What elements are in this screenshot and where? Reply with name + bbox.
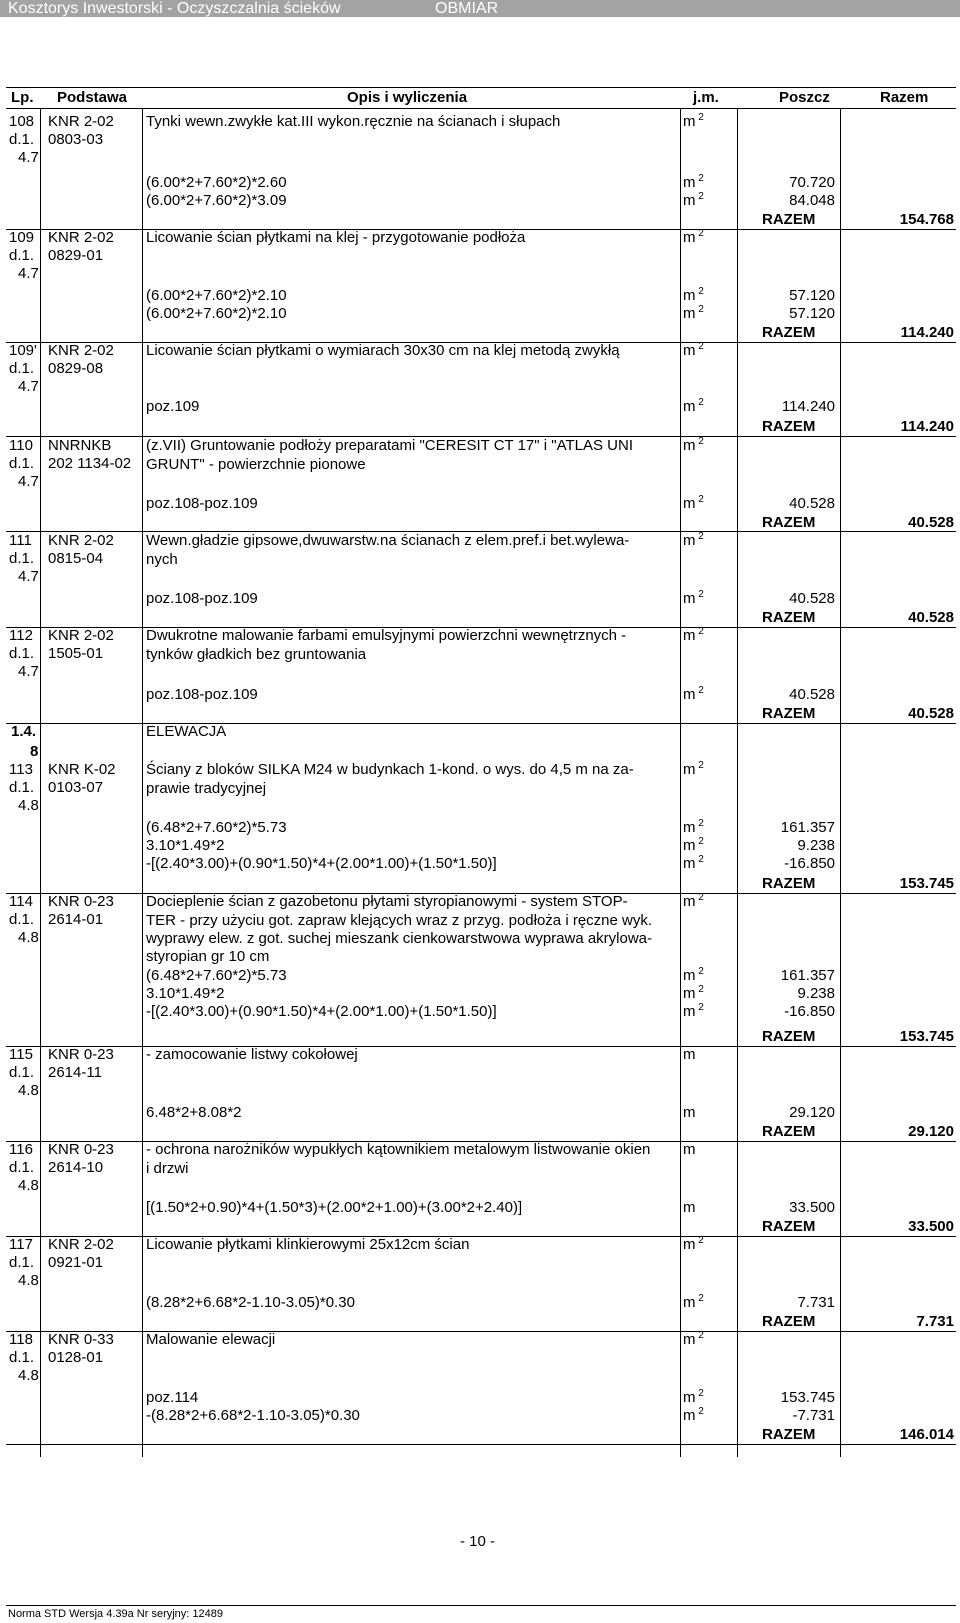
calc-value: 33.500: [789, 1199, 835, 1216]
unit-label: m: [683, 1199, 696, 1216]
unit-exponent: 2: [695, 1235, 704, 1246]
calc-expression: [(1.50*2+0.90)*4+(1.50*3)+(2.00*2+1.00)+(3.00*2+2.40)]: [146, 1199, 523, 1216]
calc-value: 153.745: [780, 1389, 835, 1406]
item-description: Malowanie elewacji: [146, 1331, 276, 1348]
calc-value: 57.120: [789, 287, 835, 304]
col-header-razem: Razem: [880, 89, 929, 106]
page-number: - 10 -: [460, 1533, 496, 1550]
unit-base: m: [683, 287, 696, 304]
item-number: d.1.: [9, 645, 35, 662]
item-basis: NNRNKB: [48, 437, 112, 454]
unit-base: m: [683, 192, 696, 209]
unit-label: [683, 1003, 704, 1021]
calc-expression: (6.48*2+7.60*2)*5.73: [146, 967, 287, 984]
unit-base: m: [683, 967, 696, 984]
razem-label: RAZEM: [762, 1313, 816, 1330]
item-basis: 0829-08: [48, 360, 104, 377]
calc-expression: -[(2.40*3.00)+(0.90*1.50)*4+(2.00*1.00)+(1.50*1.50)]: [146, 1003, 497, 1020]
unit-exponent: 2: [695, 854, 704, 865]
item-description: Wewn.gładzie gipsowe,dwuwarstw.na ścianach z elem.pref.i bet.wylewa-: [146, 532, 630, 549]
section-number: 1.4.: [11, 723, 37, 740]
razem-label: RAZEM: [762, 1426, 816, 1443]
calc-value: 40.528: [789, 686, 835, 703]
unit-exponent: 2: [695, 966, 704, 977]
item-description: - zamocowanie listwy cokołowej: [146, 1046, 358, 1063]
item-description: Docieplenie ścian z gazobetonu płytami styropianowymi - system STOP-: [146, 893, 628, 910]
calc-value: 114.240: [781, 398, 835, 415]
calc-expression: -[(2.40*3.00)+(0.90*1.50)*4+(2.00*1.00)+(1.50*1.50)]: [146, 855, 497, 872]
item-description: TER - przy użyciu got. zapraw klejących wraz z przyg. podłoża i ręczne wyk.: [146, 912, 653, 929]
calc-value: 40.528: [789, 495, 835, 512]
unit-exponent: 2: [695, 1293, 704, 1304]
item-basis: KNR 0-23: [48, 893, 114, 910]
item-number: 4.8: [18, 1082, 39, 1099]
unit-base: m: [683, 761, 696, 778]
unit-base: m: [683, 495, 696, 512]
item-basis: KNR 0-23: [48, 1046, 114, 1063]
unit-exponent: 2: [695, 626, 704, 637]
unit-label: [683, 495, 704, 513]
table-header-rule: [6, 108, 956, 109]
unit-label: [683, 192, 704, 210]
item-number: 4.8: [18, 1367, 39, 1384]
razem-value: 153.745: [899, 1028, 954, 1045]
unit-base: m: [683, 437, 696, 454]
item-number: 109': [9, 342, 37, 359]
item-basis: KNR K-02: [48, 761, 116, 778]
unit-base: m: [683, 229, 696, 246]
item-basis: KNR 0-23: [48, 1141, 114, 1158]
item-basis: KNR 2-02: [48, 229, 114, 246]
item-number: d.1.: [9, 1159, 35, 1176]
item-number: 4.8: [18, 1272, 39, 1289]
item-basis: 202 1134-02: [48, 455, 132, 472]
section-number: 8: [30, 743, 39, 760]
unit-base: m: [683, 532, 696, 549]
razem-value: 114.240: [900, 324, 954, 341]
calc-expression: (6.48*2+7.60*2)*5.73: [146, 819, 287, 836]
razem-label: RAZEM: [762, 324, 816, 341]
unit-label: [683, 342, 704, 360]
calc-expression: poz.114: [146, 1389, 199, 1406]
item-number: 4.7: [18, 663, 39, 680]
calc-expression: (6.00*2+7.60*2)*2.60: [146, 174, 287, 191]
calc-value: -16.850: [784, 855, 835, 872]
calc-expression: (6.00*2+7.60*2)*2.10: [146, 305, 287, 322]
item-description: styropian gr 10 cm: [146, 948, 270, 965]
razem-label: RAZEM: [762, 211, 816, 228]
unit-exponent: 2: [695, 1406, 704, 1417]
item-number: 115: [9, 1046, 33, 1063]
col-header-opis: Opis i wyliczenia: [347, 89, 468, 106]
col-sep: [40, 108, 41, 1457]
item-number: d.1.: [9, 1064, 35, 1081]
calc-expression: 3.10*1.49*2: [146, 837, 225, 854]
item-number: 4.8: [18, 929, 39, 946]
unit-label: [683, 174, 704, 192]
unit-base: m: [683, 342, 696, 359]
item-description: wyprawy elew. z got. suchej mieszank cienkowarstwowa wyprawa akrylowa-: [146, 930, 653, 947]
unit-base: m: [683, 1003, 696, 1020]
col-sep: [737, 108, 738, 1457]
unit-label: [683, 590, 704, 608]
unit-base: m: [683, 837, 696, 854]
unit-exponent: 2: [695, 984, 704, 995]
item-basis: 0128-01: [48, 1349, 104, 1366]
unit-exponent: 2: [695, 1002, 704, 1013]
unit-label: m: [683, 1046, 696, 1063]
calc-value: 161.357: [780, 967, 835, 984]
unit-label: [683, 837, 704, 855]
unit-base: m: [683, 305, 696, 322]
unit-exponent: 2: [695, 228, 704, 239]
calc-value: 29.120: [789, 1104, 835, 1121]
item-number: 4.7: [18, 378, 39, 395]
unit-base: m: [683, 893, 696, 910]
document-section-title: OBMIAR: [435, 0, 499, 17]
unit-exponent: 2: [695, 531, 704, 542]
item-number: 4.7: [18, 568, 39, 585]
item-number: 4.7: [18, 149, 39, 166]
calc-value: 161.357: [780, 819, 835, 836]
item-basis: KNR 2-02: [48, 532, 114, 549]
table-bottom-rule: [6, 1444, 956, 1445]
item-number: d.1.: [9, 1254, 35, 1271]
unit-label: [683, 1407, 704, 1425]
unit-base: m: [683, 855, 696, 872]
unit-exponent: 2: [695, 1330, 704, 1341]
item-basis: 0103-07: [48, 779, 104, 796]
item-basis: 0815-04: [48, 550, 104, 567]
item-number: d.1.: [9, 455, 35, 472]
unit-base: m: [683, 686, 696, 703]
calc-expression: poz.109: [146, 398, 200, 415]
calc-value: -7.731: [792, 1407, 835, 1424]
unit-label: [683, 893, 704, 911]
calc-value: 9.238: [797, 837, 835, 854]
item-number: 113: [9, 761, 33, 778]
item-number: d.1.: [9, 550, 35, 567]
footer-text: Norma STD Wersja 4.39a Nr seryjny: 12489: [8, 1608, 223, 1620]
unit-exponent: 2: [695, 892, 704, 903]
col-header-podstawa: Podstawa: [57, 89, 128, 106]
item-description: Ściany z bloków SILKA M24 w budynkach 1-kond. o wys. do 4,5 m na za-: [146, 761, 634, 778]
item-number: 4.7: [18, 265, 39, 282]
item-number: d.1.: [9, 247, 35, 264]
item-number: d.1.: [9, 360, 35, 377]
item-description: Licowanie ścian płytkami o wymiarach 30x30 cm na klej metodą zwykłą: [146, 342, 620, 359]
item-number: 4.7: [18, 473, 39, 490]
item-basis: KNR 2-02: [48, 627, 114, 644]
item-number: 4.8: [18, 797, 39, 814]
unit-exponent: 2: [695, 685, 704, 696]
razem-value: 33.500: [908, 1218, 954, 1235]
unit-exponent: 2: [695, 397, 704, 408]
calc-value: 7.731: [797, 1294, 835, 1311]
unit-exponent: 2: [695, 191, 704, 202]
unit-label: [683, 627, 704, 645]
item-number: 111: [9, 532, 32, 549]
unit-base: m: [683, 1236, 696, 1253]
calc-value: 84.048: [789, 192, 835, 209]
razem-label: RAZEM: [762, 1028, 816, 1045]
unit-base: m: [683, 590, 696, 607]
unit-base: m: [683, 1389, 696, 1406]
col-header-poszcz: Poszcz: [779, 89, 830, 106]
item-description: Tynki wewn.zwykłe kat.III wykon.ręcznie na ścianach i słupach: [146, 113, 561, 130]
unit-label: m: [683, 1104, 696, 1121]
item-basis: KNR 0-33: [48, 1331, 114, 1348]
razem-value: 29.120: [908, 1123, 954, 1140]
item-description: Licowanie ścian płytkami na klej - przygotowanie podłoża: [146, 229, 526, 246]
unit-label: m: [683, 1141, 696, 1158]
item-number: d.1.: [9, 779, 35, 796]
item-number: 116: [9, 1141, 33, 1158]
item-description: i drzwi: [146, 1160, 189, 1177]
item-number: 4.8: [18, 1177, 39, 1194]
unit-base: m: [683, 174, 696, 191]
unit-label: [683, 761, 704, 779]
item-basis: 1505-01: [48, 645, 104, 662]
unit-label: [683, 1294, 704, 1312]
calc-expression: (6.00*2+7.60*2)*2.10: [146, 287, 287, 304]
unit-exponent: 2: [695, 436, 704, 447]
unit-label: [683, 967, 704, 985]
razem-value: 40.528: [908, 705, 954, 722]
razem-value: 40.528: [908, 609, 954, 626]
calc-expression: poz.108-poz.109: [146, 590, 258, 607]
item-number: 108: [9, 113, 35, 130]
item-description: nych: [146, 551, 178, 568]
item-number: 110: [9, 437, 33, 454]
unit-exponent: 2: [695, 341, 704, 352]
unit-exponent: 2: [695, 494, 704, 505]
unit-base: m: [683, 627, 696, 644]
unit-exponent: 2: [695, 818, 704, 829]
calc-value: 57.120: [789, 305, 835, 322]
unit-label: [683, 287, 704, 305]
unit-label: [683, 437, 704, 455]
item-number: 117: [9, 1236, 33, 1253]
unit-exponent: 2: [695, 1388, 704, 1399]
razem-label: RAZEM: [762, 609, 816, 626]
item-description: tynków gładkich bez gruntowania: [146, 646, 367, 663]
unit-base: m: [683, 985, 696, 1002]
item-basis: 0829-01: [48, 247, 104, 264]
item-basis: KNR 2-02: [48, 342, 114, 359]
unit-exponent: 2: [695, 112, 704, 123]
item-number: 114: [9, 893, 33, 910]
item-basis: KNR 2-02: [48, 113, 114, 130]
unit-label: [683, 305, 704, 323]
unit-label: [683, 819, 704, 837]
unit-base: m: [683, 1331, 696, 1348]
unit-base: m: [683, 1407, 696, 1424]
razem-value: 114.240: [900, 418, 954, 435]
col-sep: [840, 108, 841, 1457]
unit-label: [683, 532, 704, 550]
razem-value: 154.768: [899, 211, 954, 228]
unit-label: [683, 855, 704, 873]
unit-label: [683, 1236, 704, 1254]
unit-exponent: 2: [695, 286, 704, 297]
unit-base: m: [683, 819, 696, 836]
item-basis: 2614-11: [48, 1064, 102, 1081]
item-basis: KNR 2-02: [48, 1236, 114, 1253]
item-description: Licowanie płytkami klinkierowymi 25x12cm ścian: [146, 1236, 470, 1253]
unit-base: m: [683, 113, 696, 130]
item-number: 112: [9, 627, 33, 644]
unit-base: m: [683, 1294, 696, 1311]
unit-label: [683, 985, 704, 1003]
razem-value: 146.014: [899, 1426, 954, 1443]
unit-label: [683, 113, 704, 131]
unit-label: [683, 686, 704, 704]
item-description: GRUNT" - powierzchnie pionowe: [146, 456, 366, 473]
razem-label: RAZEM: [762, 418, 816, 435]
calc-expression: poz.108-poz.109: [146, 686, 258, 703]
unit-label: [683, 1331, 704, 1349]
razem-value: 7.731: [916, 1313, 954, 1330]
calc-value: 70.720: [789, 174, 835, 191]
unit-label: [683, 229, 704, 247]
calc-expression: poz.108-poz.109: [146, 495, 258, 512]
razem-label: RAZEM: [762, 875, 816, 892]
item-number: 109: [9, 229, 35, 246]
item-basis: 0921-01: [48, 1254, 104, 1271]
document-title: Kosztorys Inwestorski - Oczyszczalnia ścieków: [8, 0, 341, 17]
unit-base: m: [683, 398, 696, 415]
item-description: (z.VII) Gruntowanie podłoży preparatami "CERESIT CT 17" i "ATLAS UNI: [146, 437, 633, 454]
item-number: d.1.: [9, 131, 35, 148]
calc-value: -16.850: [784, 1003, 835, 1020]
unit-label: [683, 398, 704, 416]
section-title: ELEWACJA: [146, 723, 227, 740]
col-sep: [680, 108, 681, 1457]
item-number: d.1.: [9, 1349, 35, 1366]
razem-label: RAZEM: [762, 514, 816, 531]
item-basis: 2614-10: [48, 1159, 104, 1176]
item-description: prawie tradycyjnej: [146, 780, 267, 797]
calc-value: 9.238: [797, 985, 835, 1002]
item-number: d.1.: [9, 911, 35, 928]
table-top-rule: [6, 87, 956, 88]
calc-value: 40.528: [789, 590, 835, 607]
unit-exponent: 2: [695, 304, 704, 315]
calc-expression: (6.00*2+7.60*2)*3.09: [146, 192, 287, 209]
razem-value: 153.745: [899, 875, 954, 892]
col-header-lp: Lp.: [11, 89, 34, 106]
item-description: Dwukrotne malowanie farbami emulsyjnymi powierzchni wewnętrznych -: [146, 627, 627, 644]
unit-exponent: 2: [695, 760, 704, 771]
col-sep: [142, 108, 143, 1457]
item-basis: 2614-01: [48, 911, 104, 928]
unit-exponent: 2: [695, 836, 704, 847]
razem-label: RAZEM: [762, 1123, 816, 1140]
unit-exponent: 2: [695, 589, 704, 600]
razem-label: RAZEM: [762, 705, 816, 722]
item-number: 118: [9, 1331, 33, 1348]
razem-label: RAZEM: [762, 1218, 816, 1235]
window-title-bar: [0, 0, 960, 17]
unit-label: [683, 1389, 704, 1407]
calc-expression: -(8.28*2+6.68*2-1.10-3.05)*0.30: [146, 1407, 360, 1424]
unit-exponent: 2: [695, 173, 704, 184]
footer-rule: [6, 1605, 956, 1606]
col-header-jm: j.m.: [693, 89, 719, 106]
calc-expression: 6.48*2+8.08*2: [146, 1104, 242, 1121]
item-basis: 0803-03: [48, 131, 104, 148]
calc-expression: (8.28*2+6.68*2-1.10-3.05)*0.30: [146, 1294, 355, 1311]
razem-value: 40.528: [908, 514, 954, 531]
item-description: - ochrona narożników wypukłych kątownikiem metalowym listwowanie okien: [146, 1141, 651, 1158]
calc-expression: 3.10*1.49*2: [146, 985, 225, 1002]
